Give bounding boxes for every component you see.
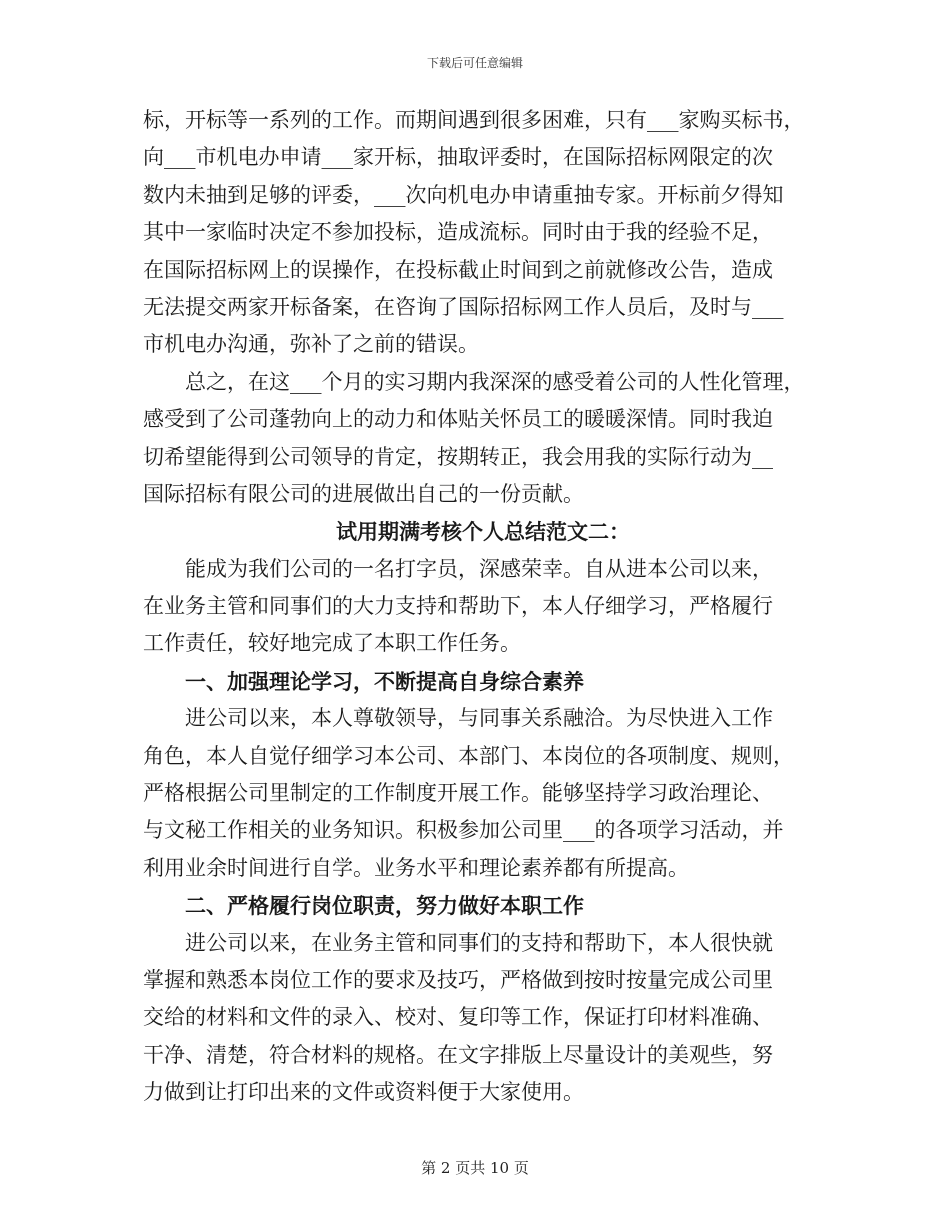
text-line: 向___市机电办申请___家开标，抽取评委时，在国际招标网限定的次 xyxy=(143,145,773,170)
section-title: 试用期满考核个人总结范文二： xyxy=(336,519,630,545)
text-line: 切希望能得到公司领导的肯定，按期转正，我会用我的实际行动为__ xyxy=(143,444,773,469)
text-line: 掌握和熟悉本岗位工作的要求及技巧，严格做到按时按量完成公司里 xyxy=(143,967,773,992)
text-line: 总之，在这___个月的实习期内我深深的感受着公司的人性化管理， xyxy=(185,369,805,394)
text-line: 进公司以来，本人尊敬领导，与同事关系融洽。为尽快进入工作 xyxy=(185,706,773,731)
text-line: 数内未抽到足够的评委，___次向机电办申请重抽专家。开标前夕得知 xyxy=(143,182,784,207)
text-line: 交给的材料和文件的录入、校对、复印等工作，保证打印材料准确、 xyxy=(143,1005,773,1030)
text-line: 干净、清楚，符合材料的规格。在文字排版上尽量设计的美观些，努 xyxy=(143,1042,773,1067)
text-line: 国际招标有限公司的进展做出自己的一份贡献。 xyxy=(143,481,584,506)
text-line: 严格根据公司里制定的工作制度开展工作。能够坚持学习政治理论、 xyxy=(143,781,773,806)
document-body xyxy=(143,102,823,1112)
text-line: 市机电办沟通，弥补了之前的错误。 xyxy=(143,332,479,357)
text-line: 感受到了公司蓬勃向上的动力和体贴关怀员工的暖暖深情。同时我迫 xyxy=(143,407,773,432)
text-line: 在业务主管和同事们的大力支持和帮助下，本人仔细学习，严格履行 xyxy=(143,594,773,619)
text-line: 其中一家临时决定不参加投标，造成流标。同时由于我的经验不足， xyxy=(143,220,773,245)
text-line: 能成为我们公司的一名打字员，深感荣幸。自从进本公司以来， xyxy=(185,556,773,581)
text-line: 进公司以来，在业务主管和同事们的支持和帮助下，本人很快就 xyxy=(185,930,773,955)
text-line: 利用业余时间进行自学。业务水平和理论素养都有所提高。 xyxy=(143,855,689,880)
section-heading: 二、严格履行岗位职责，努力做好本职工作 xyxy=(185,893,584,919)
text-line: 与文秘工作相关的业务知识。积极参加公司里___的各项学习活动，并 xyxy=(143,818,784,843)
text-line: 标，开标等一系列的工作。而期间遇到很多困难，只有___家购买标书， xyxy=(143,108,805,132)
section-heading: 一、加强理论学习，不断提高自身综合素养 xyxy=(185,668,584,694)
text-line: 在国际招标网上的误操作，在投标截止时间到之前就修改公告，造成 xyxy=(143,257,773,282)
text-line: 力做到让打印出来的文件或资料便于大家使用。 xyxy=(143,1080,584,1105)
text-line: 无法提交两家开标备案，在咨询了国际招标网工作人员后，及时与___ xyxy=(143,294,784,319)
text-line: 角色，本人自觉仔细学习本公司、本部门、本岗位的各项制度、规则， xyxy=(143,743,794,768)
text-line: 工作责任，较好地完成了本职工作任务。 xyxy=(143,631,521,656)
page-header: 下载后可任意编辑 xyxy=(426,56,523,70)
page-footer: 第 2 页共 10 页 xyxy=(421,1159,529,1177)
